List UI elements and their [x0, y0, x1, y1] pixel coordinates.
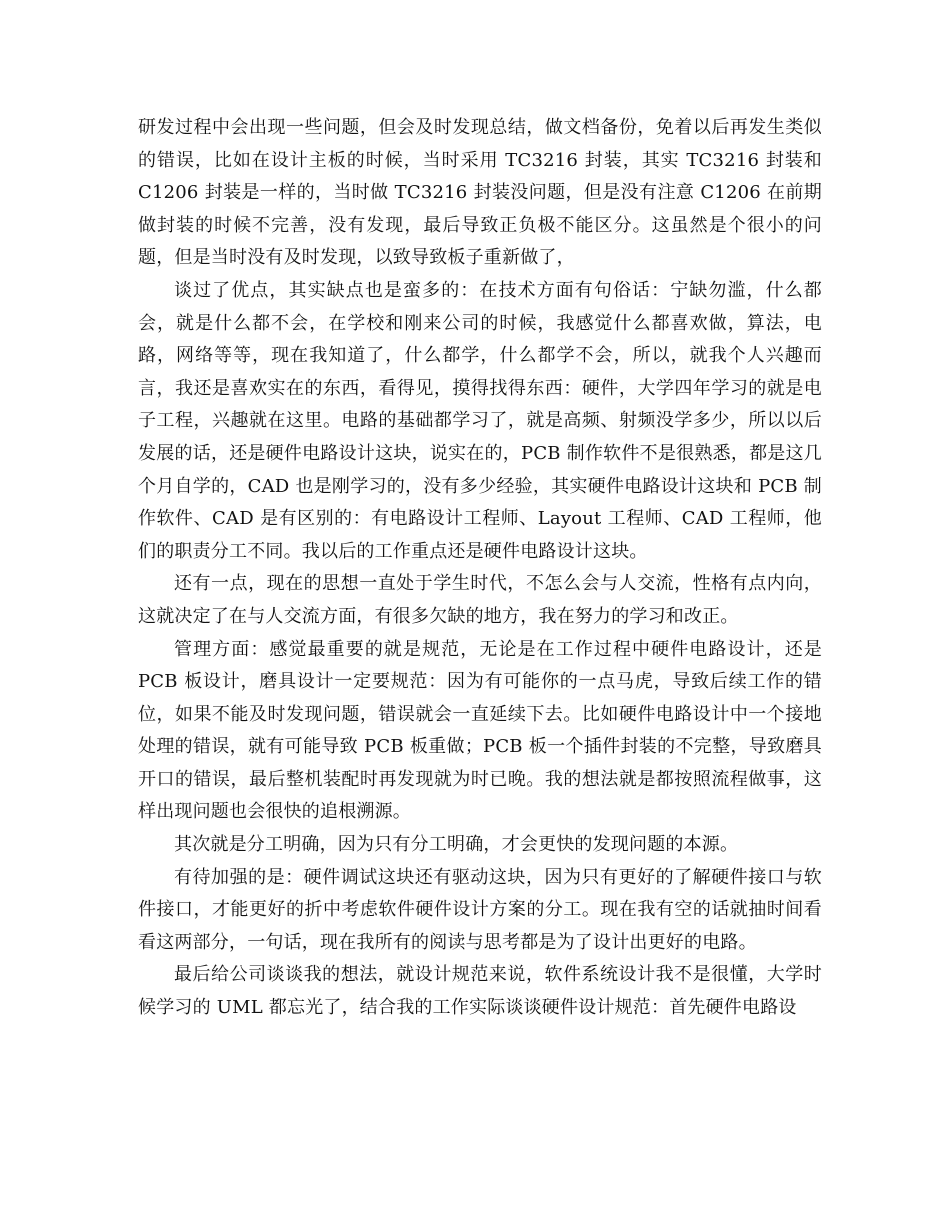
paragraph-3: 还有一点，现在的思想一直处于学生时代，不怎么会与人交流，性格有点内向，这就决定了在与人交流方面，有很多欠缺的地方，我在努力的学习和改正。: [138, 573, 822, 627]
paragraph-4: 管理方面：感觉最重要的就是规范，无论是在工作过程中硬件电路设计，还是 PCB 板设计，磨具设计一定要规范：因为有可能你的一点马虎，导致后续工作的错位，如果不能及时发现问题，错误就会一直延续下去。比如硬件电路设计中一个接地处理的错误，就有可能导致 PCB 板重做；PCB 板一个插件封装的不完整，导致磨具开口的错误，最后整机装配时再发现就为时已晚。我的想法就是都按照流程做事，这样出现问题也会很快的追根溯源。: [138, 638, 822, 823]
paragraph-5: 其次就是分工明确，因为只有分工明确，才会更快的发现问题的本源。: [174, 834, 739, 856]
paragraph-7: 最后给公司谈谈我的想法，就设计规范来说，软件系统设计我不是很懂，大学时候学习的 UML 都忘光了，结合我的工作实际谈谈硬件设计规范：首先硬件电路设: [138, 964, 822, 1019]
paragraph-6: 有待加强的是：硬件调试这块还有驱动这块，因为只有更好的了解硬件接口与软件接口，才能更好的折中考虑软件硬件设计方案的分工。现在我有空的话就抽时间看看这两部分，一句话，现在我所有的阅读与思考都是为了设计出更好的电路。: [138, 866, 822, 953]
paragraph-1: 研发过程中会出现一些问题，但会及时发现总结，做文档备份，免着以后再发生类似的错误，比如在设计主板的时候，当时采用 TC3216 封装，其实 TC3216 封装和 C1206 封装是一样的，当时做 TC3216 封装没问题，但是没有注意 C1206 在前期做封装的时候不完善，没有发现，最后导致正负极不能区分。这虽然是个很小的问题，但是当时没有及时发现，以致导致板子重新做了，: [138, 117, 822, 269]
paragraph-2: 谈过了优点，其实缺点也是蛮多的：在技术方面有句俗话：宁缺勿滥，什么都会，就是什么都不会，在学校和刚来公司的时候，我感觉什么都喜欢做，算法，电路，网络等等，现在我知道了，什么都学，什么都学不会，所以，就我个人兴趣而言，我还是喜欢实在的东西，看得见，摸得找得东西：硬件，大学四年学习的就是电子工程，兴趣就在这里。电路的基础都学习了，就是高频、射频没学多少，所以以后发展的话，还是硬件电路设计这块，说实在的，PCB 制作软件不是很熟悉，都是这几个月自学的，CAD 也是刚学习的，没有多少经验，其实硬件电路设计这块和 PCB 制作软件、CAD 是有区别的：有电路设计工程师、Layout 工程师、CAD 工程师，他们的职责分工不同。我以后的工作重点还是硬件电路设计这块。: [138, 279, 822, 562]
document-body: [138, 112, 822, 1025]
